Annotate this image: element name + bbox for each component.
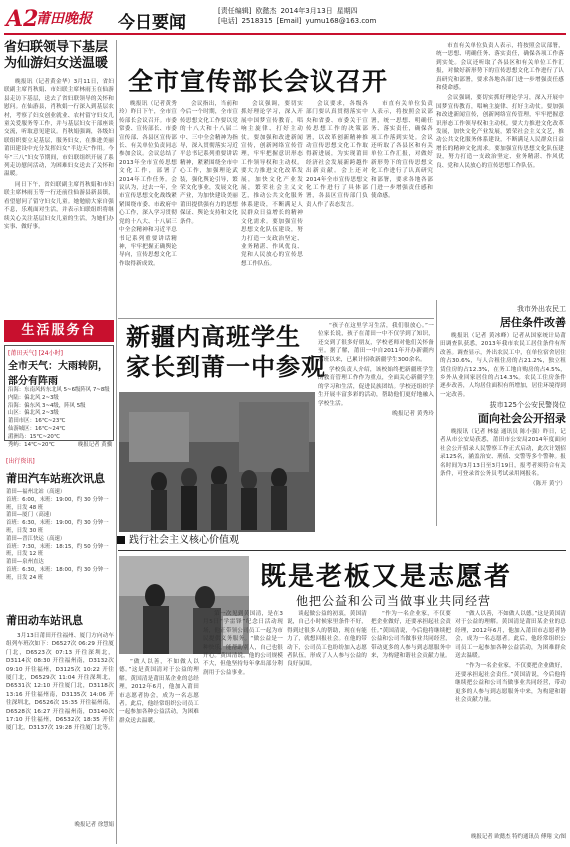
- newspaper-logo: 莆田晚报: [36, 11, 92, 27]
- lead-headline: 全市宣传部长会议召开: [128, 67, 389, 96]
- page-number: A2: [6, 6, 39, 32]
- right-story-1-head: [440, 304, 566, 330]
- lead-col-3: 会议强调，要切实抓好理论学习，深入开展中国梦宣传教育，唱响主旋律、打好主动仗。要加强和改进新闻宣传，创新网络宣传管理，牢牢把握意识形态工作领导权和主动权。要大力推进文化改革发展，加快文化产业发展，繁荣社会主义文艺，推动公共文化服务体系建设，不断满足人民群众日益增长的精神文化需求。要加强宣传思想文化队伍建设，努力打造一支政治坚定、业务精湛、作风优良、党和人民放心的宣传思想工作队伍。: [241, 101, 303, 267]
- header-meta: [218, 6, 380, 26]
- right-story-2-body: 晚报讯（记者 林磊 通讯员 陈小强）昨日，记者从市公安局获悉，莆田市公安局2014年度面向社会公开招录人民警察工作正式启动，此次计划招录125名，涵盖治安、刑侦、交警等多个警种。报名时间为3月13日至3月19日，报考者须符合有关条件，可登录省公务员考试录用网报名。 （陈开 黄宁）: [440, 429, 566, 488]
- lead-col-1: 晚报讯（记者黄秀玲）昨日下午，全市宣传部长会议召开。市委常委、宣传部长、市委宣传部、各县区宣传部长、有关单位负责同志参加会议。会议总结了2013年全市宣传思想文化工作，部署了2014年工作任务。会议认为，过去一年，全市宣传思想文化战线紧紧围绕市委、市政府中心工作，深入学习贯彻党的十八大、十八届三中全会精神和习近平总书记系列重要讲话精神，牢牢把握正确舆论导向，宣传思想文化工作取得新成效。: [119, 101, 177, 267]
- section-title: 今日要闻: [118, 13, 186, 33]
- meta-line-2: [电话] 2518315 [Email] yumu168@163.com: [218, 17, 377, 25]
- train-title: 莆田动车站讯息: [6, 614, 83, 627]
- banner-rule: [118, 550, 566, 551]
- banner-square-icon: [117, 536, 125, 544]
- boss-col-3: 谈起做公益的初衷，黄国清说，自己小时候家里条件不好，得到过很多人的帮助，现在有能力了，就想回报社会。在他的带动下，公司员工也纷纷加入志愿者队伍，形成了人人参与公益的良好氛围。: [287, 611, 367, 668]
- boss-source: 晚报记者 欧懿杰 特约通讯员 傅翔 文/图: [471, 834, 566, 840]
- bus-title: 莆田汽车站班次讯息: [6, 472, 105, 485]
- right-story-2-title: 面向社会公开招录: [478, 412, 566, 425]
- lead-col-5: 市直有关单位负责人表示，将按照会议部署，统一思想、明确任务、落实责任，确保各项工作落到实处。会议还听取了各县区和有关单位工作汇报，对做好新形势下的宣传思想文化工作进行了认真研究和部署，要求各地各部门进一步增强责任感和使命感。: [371, 101, 433, 200]
- section-banner: 践行社会主义核心价值观: [117, 534, 401, 548]
- column-divider: [116, 40, 117, 526]
- train-body: 3月13日莆田开往福州、厦门方向动车组列车班次如下：D6527次 06:29 开往厦门北，D6523次 07:13 开往深圳北，D3114次 08:30 开往福州南，D3132次 09:10 开往福州，D3125次 10:22 开往厦门北，D6529次 11:04 开往深圳北，D6531次 12:10 开往厦门北，D3118次 13:16 开往福州南，D3135次 14:06 开往深圳北，D6526次 15:35 开往福州南，D6528次 16:27 开往福州南，D3140次 17:10 开往福州，D6532次 18:35 开往厦门北，D3137次 19:28 开往厦门北等。: [6, 633, 114, 732]
- lead-col-6: 市直有关单位负责人表示，将按照会议部署，统一思想、明确任务、落实责任，确保各项工作落到实处。会议还听取了各县区和有关单位工作汇报，对做好新形势下的宣传思想文化工作进行了认真研究和部署，要求各地各部门进一步增强责任感和使命感。 会议强调，要切实抓好理论学习，深入开展中国梦宣传教育，唱响主旋律、打好主动仗。要加强和改进新闻宣传，创新网络宣传管理，牢牢把握意识形态工作领导权和主动权。要大力推进文化改革发展，加快文化产业发展，繁荣社会主义文艺，推动公共文化服务体系建设，不断满足人民群众日益增长的精神文化需求。要加强宣传思想文化队伍建设，努力打造一支政治坚定、业务精湛、作风优良、党和人民放心的宣传思想工作队伍。: [436, 43, 564, 169]
- left-story: [4, 40, 114, 336]
- column-divider-2: [116, 526, 117, 844]
- lead-col-2: 会议指出，当前和今后一个时期，全市宣传思想文化工作要以党的十八大和十八届二中、三中全会精神为指导，深入贯彻落实习近平总书记系列重要讲话精神，紧紧围绕全市中心工作，加强理论武装，强化舆论引导，繁荣文化事业，发展文化产业，为加快建设美丽莆田提供强有力的思想保证、舆论支持和文化条件。: [180, 101, 238, 225]
- bus-info: [6, 470, 114, 583]
- right-story-1-body: 晚报讯（记者 黄冰峰）记者从国家统计局莆田调查队获悉，2013年我市农民工居住条件有所改善。调查显示，外出农民工中，在单位宿舍居住的占30.6%，与人合租住房的占21.2%，独立租赁住房的占12.3%，在务工地自购房的占4.5%，乡外从业回家居住的占14.3%。农民工住房条件逐步改善，人均居住面积有所增加，居住环境得到一定改善。: [440, 333, 566, 398]
- right-story-1-kicker: 我市外出农民工: [517, 305, 566, 313]
- xinjiang-headline: 新疆内高班学生 家长到莆一中参观: [126, 323, 326, 381]
- lead-col-4: 会议要求，各级各部门要认真贯彻落实中央和省委、市委关于宣传思想工作的决策部署，以改革创新精神推动宣传思想文化工作取得新进展，为实现莆田经济社会发展新跨越作出新贡献。会上还对2014年全市宣传思想文化工作进行了具体部署，各县区宣传部门负责人作了表态发言。: [306, 101, 368, 208]
- weather-headline: 全市天气：大雨转阴，部分有阵雨: [8, 361, 108, 387]
- boss-col-4: “作为一名企业家，不仅要把企业做好，还要承担起社会责任。”黄国清说，今后他将继续把公益和公司当做事业共同经营，带动更多的人参与到志愿服务中来，为构建和谐社会贡献力量。: [371, 611, 451, 660]
- boss-col-1: “做人以善，不如做人以德。”这是黄国清对于公益的理解。黄国清是莆田某企业的总经理，2012年6月，他加入莆田市志愿者协会，成为一名志愿者。此后，他经常组织公司员工一起参加各种公益活动，为困难群众送去温暖。: [119, 659, 199, 724]
- xinjiang-photo: [119, 392, 315, 532]
- right-story-1-title: 居住条件改善: [500, 316, 566, 329]
- left-story-body: 晚报讯（记者黄金华）3月11日，省妇联副主席肖秋娟、市妇联主席林雨玉在仙游县走访下基层，送去了省妇联领导的关怀和慰问。在仙游县，肖秋娟一行深入到基层农村，考察了妇女创业就业、农村留守妇女儿童关爱服务等工作，并与基层妇女干部座谈交流，听取意见建议。肖秋娟强调，各级妇联组织要立足基层，服务妇女，在推进美丽莆田建设中充分发挥妇女“半边天”作用。今年“三八”妇女节期间，市妇联组织开展了系列走访慰问活动，为困难妇女送去了关怀和温暖。 同日下午，省妇联副主席肖秋娟和市妇联主席林雨玉等一行还前往仙游县新县镇，看望慰问了留守妇女儿童。她勉励大家自强不息，乐观面对生活，并表示妇联组织将继续关心关注基层妇女儿童的生活，为她们办实事、做好事。: [4, 79, 114, 230]
- weather-tag: [莆田天气] [24小时]: [8, 350, 63, 357]
- right-story-2-head: [440, 400, 566, 426]
- train-source: 晚报记者 徐慧娟: [74, 822, 114, 828]
- header-rule: [4, 33, 566, 35]
- bus-lines: 莆田—福州北站（高速） 首班：6:00，末班：19:00，约 30 分钟一班，日发 48 班 莆田—厦门（高速） 首班：6:30，末班：19:00，约 30 分钟一班，日发 30 班 莆田—晋江快运（高速） 首班：7:30，末班：18:15，约 50 分钟一班，日发 12 班 莆田—泉州直达 首班：6:30，末班：18:00，约 30 分钟一班，日发 24 班: [6, 489, 109, 581]
- service-title: 生活服务台: [4, 320, 114, 342]
- lead-rule: [118, 318, 434, 319]
- boss-col-2: 第一次见到黄国清，是在3月5日“学雷锋”纪念日活动现场，他正带领公司员工一起为市民提供义务服务。“做公益是一种快乐，能帮助别人，自己也很开心。”黄国清说，他的公司规模不大，但他坚持每年拿出部分利润用于公益事业。: [203, 611, 283, 676]
- page-header: [0, 0, 570, 40]
- left-story-title: 省妇联领导下基层 为仙游妇女送温暖: [4, 40, 109, 71]
- travel-tag: [出行资讯]: [6, 458, 35, 465]
- weather-source: 晚报记者 黄骥: [77, 442, 112, 448]
- column-divider-3: [436, 300, 437, 526]
- right-story-2-kicker: 拔市125个公安民警岗位: [489, 401, 566, 409]
- boss-subheadline: 他把公益和公司当做事业共同经营: [296, 594, 492, 608]
- xinjiang-body: “孩子在这里学习生活，我们很放心。”一位家长说，孩子在莆田一中不仅学到了知识，还交到了很多好朋友，学校老师对他们关怀备至。据了解，莆田一中自2011年开办新疆内高班以来，已累计招收新疆学生300余名。 学校负责人介绍，该校始终把新疆班学生的教育管理工作作为重点，全面关心新疆学生的学习和生活，促进民族团结。学校还组织学生开展丰富多彩的活动，帮助他们更好地融入学校生活。 晚报记者 黄秀玲: [318, 323, 434, 418]
- boss-col-5: “做人以善，不如做人以德。”这是黄国清对于公益的理解。黄国清是莆田某企业的总经理，2012年6月，他加入莆田市志愿者协会，成为一名志愿者。此后，他经常组织公司员工一起参加各种公益活动，为困难群众送去温暖。 “作为一名企业家，不仅要把企业做好，还要承担起社会责任。”黄国清说，今后他将继续把公益和公司当做事业共同经营，带动更多的人参与到志愿服务中来，为构建和谐社会贡献力量。: [455, 611, 566, 704]
- train-info: [6, 612, 114, 830]
- meta-line-1: [责任编辑] 欧懿杰 2014年3月13日 星期四: [218, 7, 358, 15]
- weather-detail: 沿海：东南风转东北风 5~6级阵风 7~8级 内陆：偏北风 2~3级 沿海：偏东风 3~4级，阵风 5级 山区：偏北风 2~3级 莆田市区：16℃~23℃ 仙游城区：16℃~24℃ 湄洲岛：15℃~20℃ 秀屿：14℃~20℃: [8, 387, 110, 448]
- boss-headline: 既是老板又是志愿者: [260, 562, 513, 592]
